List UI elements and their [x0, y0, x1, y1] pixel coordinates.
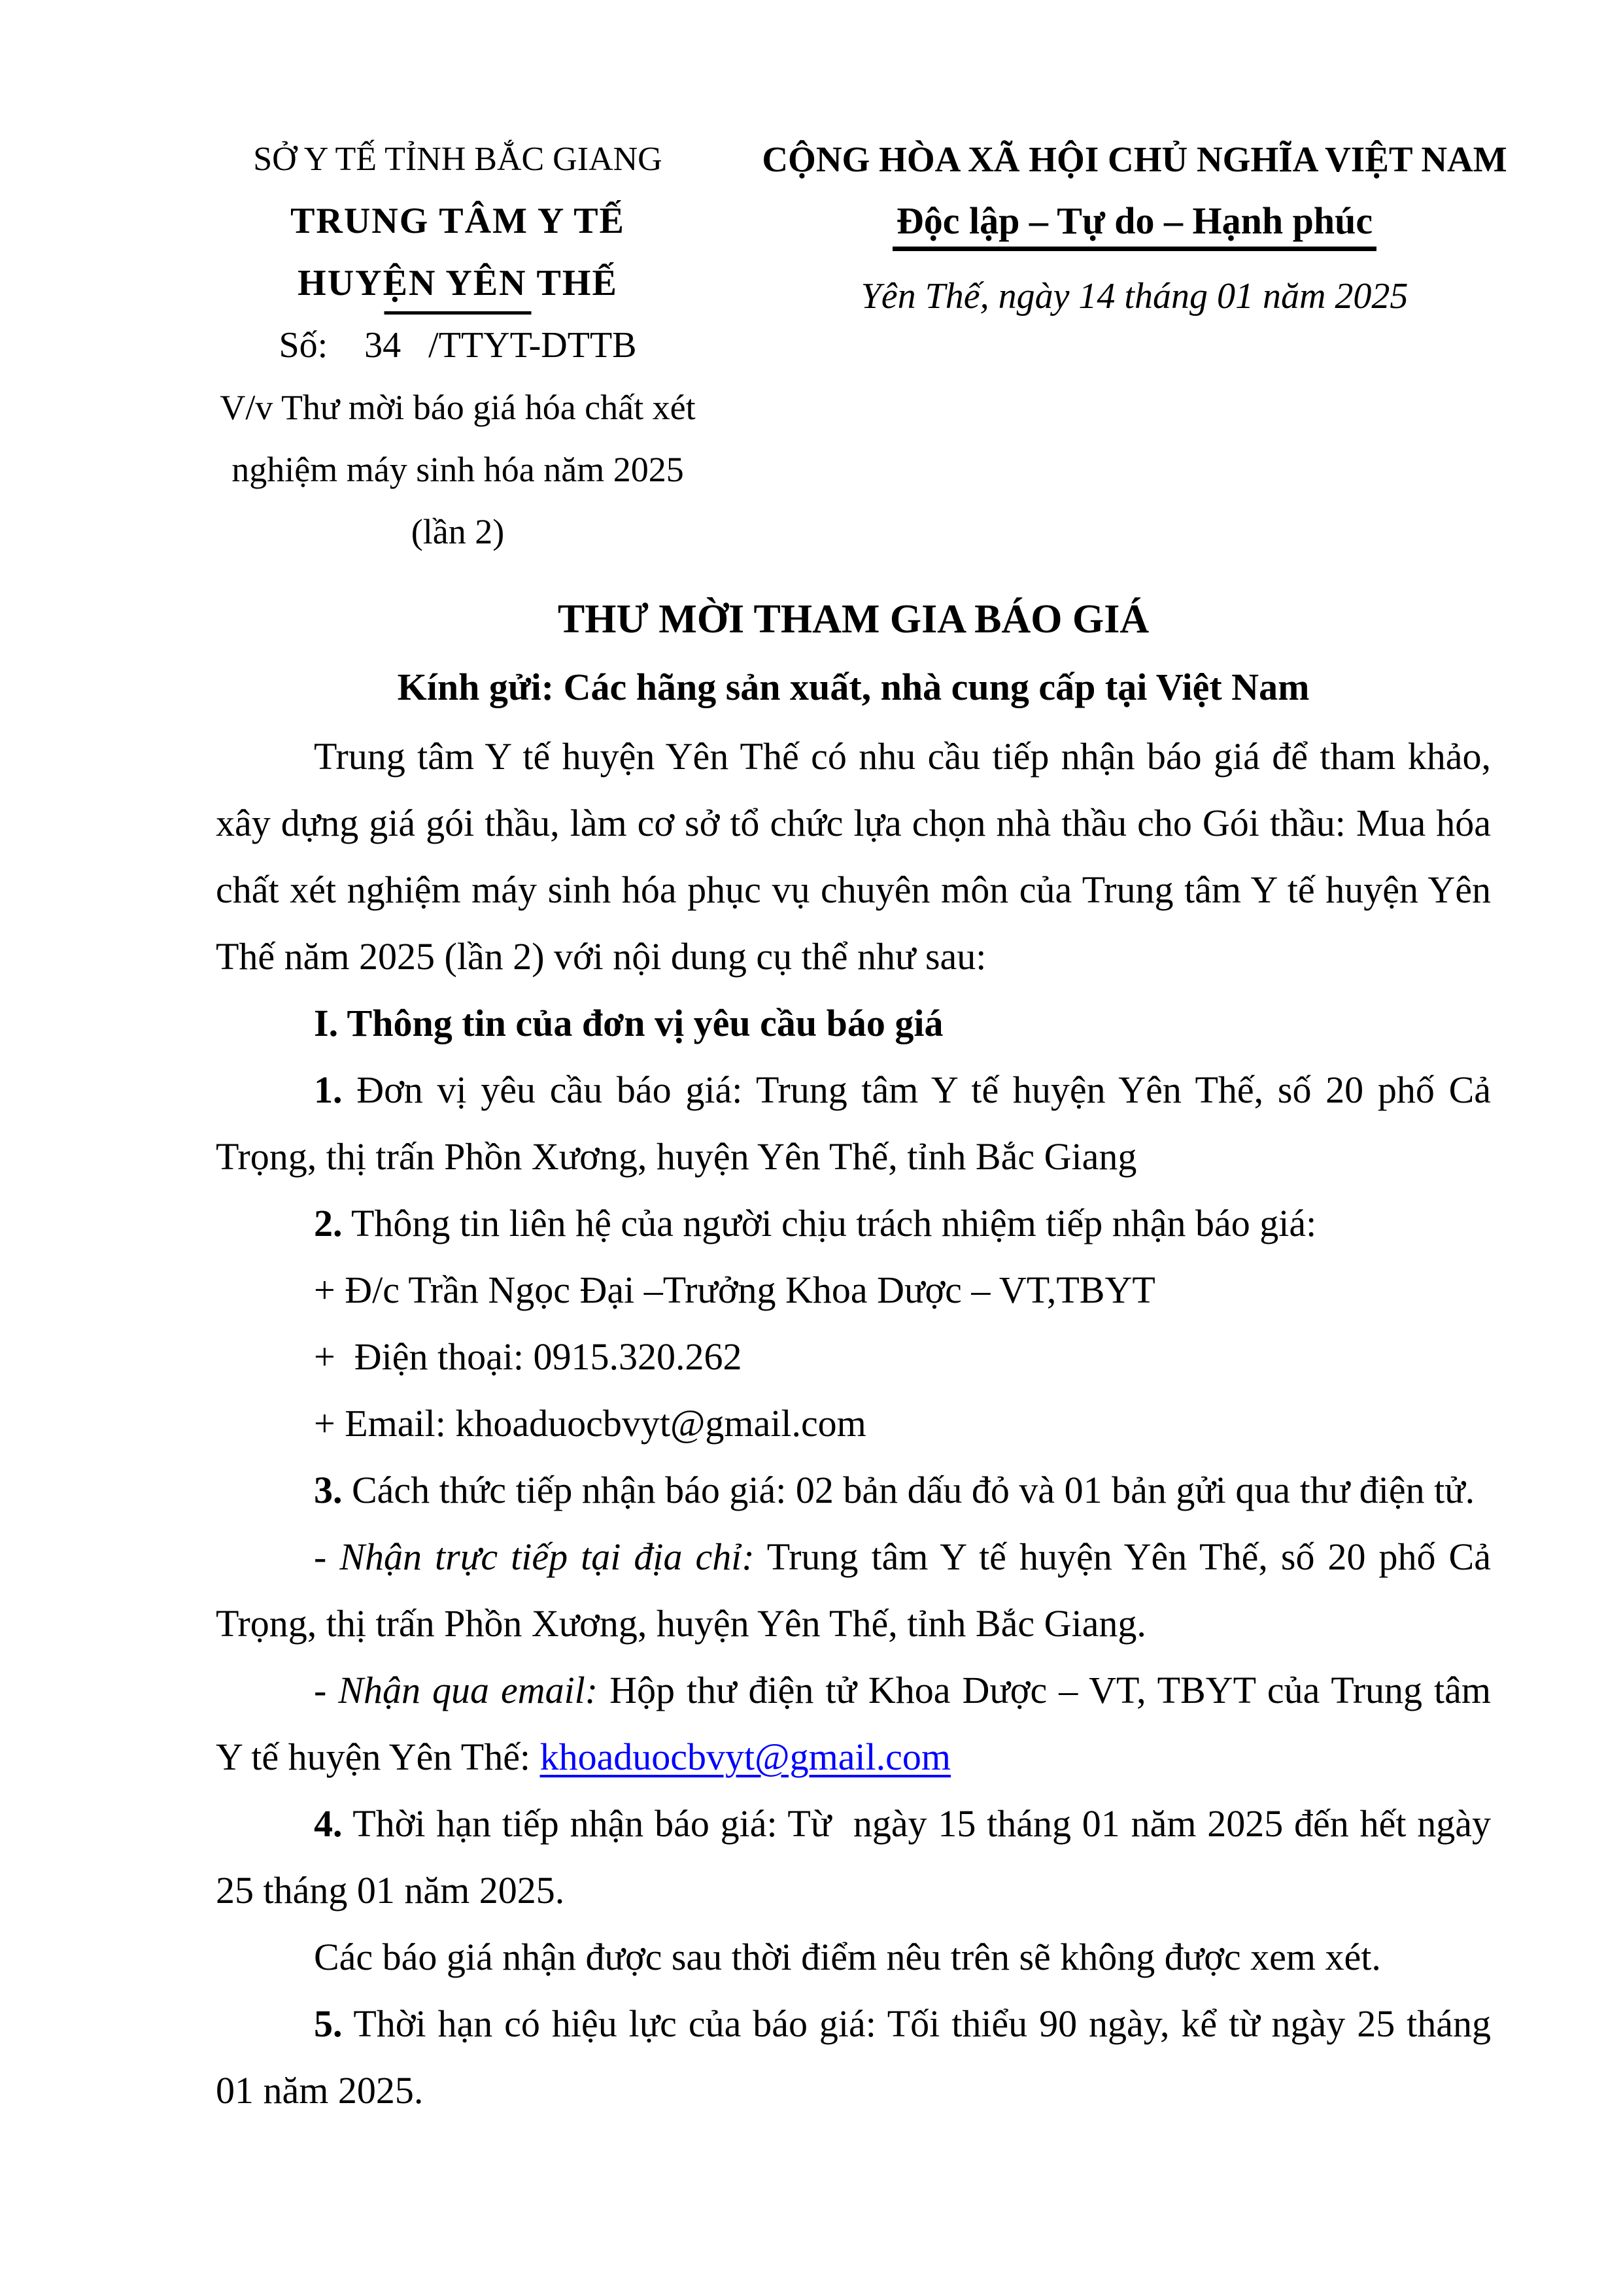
text-segment: 4. — [314, 1802, 343, 1845]
org-name-line2-text: HUYỆN YÊN THẾ — [298, 263, 618, 303]
salutation-line: Kính gửi: Các hãng sản xuất, nhà cung cấp tại Việt Nam — [397, 666, 1310, 708]
header-right — [759, 128, 1511, 328]
subject-line-3: (lần 2) — [411, 512, 505, 551]
header-left — [216, 128, 700, 563]
text-segment: + Điện thoại: 0915.320.262 — [314, 1335, 742, 1378]
org-name-line2 — [216, 252, 700, 315]
text-segment: - Nhận qua email: — [314, 1669, 598, 1711]
national-motto-line2 — [759, 190, 1511, 252]
text-segment: Trung tâm Y tế huyện Yên Thế, số 20 phố Cả Trọng, thị trấn Phồn Xương, huyện Yên Thế, tỉnh Bắc Giang. — [216, 1535, 1491, 1645]
header-left-divider — [384, 311, 532, 315]
paragraph-contact-person — [216, 1257, 1491, 1324]
paragraph-item-5 — [216, 1991, 1491, 2124]
body — [216, 723, 1491, 2124]
text-segment: Cách thức tiếp nhận báo giá: 02 bản dấu đỏ và 01 bản gửi qua thư điện tử. — [342, 1469, 1475, 1511]
text-segment: Trung tâm Y tế huyện Yên Thế có nhu cầu tiếp nhận báo giá để tham khảo, xây dựng giá gói thầu, làm cơ sở tổ chức lựa chọn nhà thầu cho Gói thầu: Mua hóa chất xét nghiệm máy sinh hóa phục vụ chuyên môn của Trung tâm Y tế huyện Yên Thế năm 2025 (lần 2) với nội dung cụ thể như sau: — [216, 735, 1491, 978]
text-segment: Đơn vị yêu cầu báo giá: Trung tâm Y tế huyện Yên Thế, số 20 phố Cả Trọng, thị trấn Phồn Xương, huyện Yên Thế, tỉnh Bắc Giang — [216, 1069, 1491, 1178]
subject-line-2: nghiệm máy sinh hóa năm 2025 — [231, 450, 684, 489]
date-place-line: Yên Thế, ngày 14 tháng 01 năm 2025 — [861, 276, 1409, 317]
text-segment: + Email: khoaduocbvyt@gmail.com — [314, 1402, 866, 1445]
title-block — [216, 596, 1491, 709]
text-segment: + Đ/c Trần Ngọc Đại –Trưởng Khoa Dược – VT,TBYT — [314, 1269, 1155, 1311]
paragraph-contact-phone — [216, 1324, 1491, 1390]
national-motto-line1: CỘNG HÒA XÃ HỘI CHỦ NGHĨA VIỆT NAM — [762, 139, 1507, 179]
text-segment: 5. — [314, 2002, 343, 2045]
national-motto-line2-text: Độc lập – Tự do – Hạnh phúc — [893, 199, 1376, 251]
email-link[interactable]: khoaduocbvyt@gmail.com — [539, 1736, 951, 1778]
text-segment: Hộp thư điện tử Khoa Dược – VT, TBYT của Trung tâm Y tế huyện Yên Thế: — [216, 1669, 1492, 1778]
paragraph-item-3 — [216, 1457, 1491, 1524]
text-segment: 2. — [314, 1202, 343, 1244]
paragraph-intro — [216, 723, 1491, 990]
paragraph-receive-direct — [216, 1524, 1491, 1657]
document-number: Số: 34 /TTYT-DTTB — [279, 325, 637, 366]
paragraph-item-1 — [216, 1057, 1491, 1190]
paragraph-item-2 — [216, 1190, 1491, 1257]
text-segment: Các báo giá nhận được sau thời điểm nêu trên sẽ không được xem xét. — [314, 1936, 1381, 1978]
org-name-line1: TRUNG TÂM Y TẾ — [290, 201, 625, 241]
text-segment: 1. — [314, 1069, 343, 1111]
subject-line-1: V/v Thư mời báo giá hóa chất xét — [220, 388, 696, 427]
paragraph-late-note — [216, 1924, 1491, 1991]
paragraph-item-4 — [216, 1791, 1491, 1924]
text-segment: I. Thông tin của đơn vị yêu cầu báo giá — [314, 1002, 944, 1044]
text-segment: 3. — [314, 1469, 343, 1511]
paragraph-contact-email — [216, 1390, 1491, 1457]
text-segment: Thời hạn tiếp nhận báo giá: Từ ngày 15 tháng 01 năm 2025 đến hết ngày 25 tháng 01 năm 2025. — [216, 1802, 1491, 1911]
paragraph-receive-email — [216, 1657, 1491, 1791]
document-title: THƯ MỜI THAM GIA BÁO GIÁ — [557, 597, 1150, 642]
paragraph-section-1-heading — [216, 990, 1491, 1057]
text-segment: - Nhận trực tiếp tại địa chỉ: — [314, 1535, 755, 1578]
text-segment: Thời hạn có hiệu lực của báo giá: Tối thiểu 90 ngày, kể từ ngày 25 tháng 01 năm 2025. — [216, 2002, 1491, 2112]
text-segment: Thông tin liên hệ của người chịu trách nhiệm tiếp nhận báo giá: — [342, 1202, 1317, 1244]
issuing-authority: SỞ Y TẾ TỈNH BẮC GIANG — [253, 141, 662, 178]
